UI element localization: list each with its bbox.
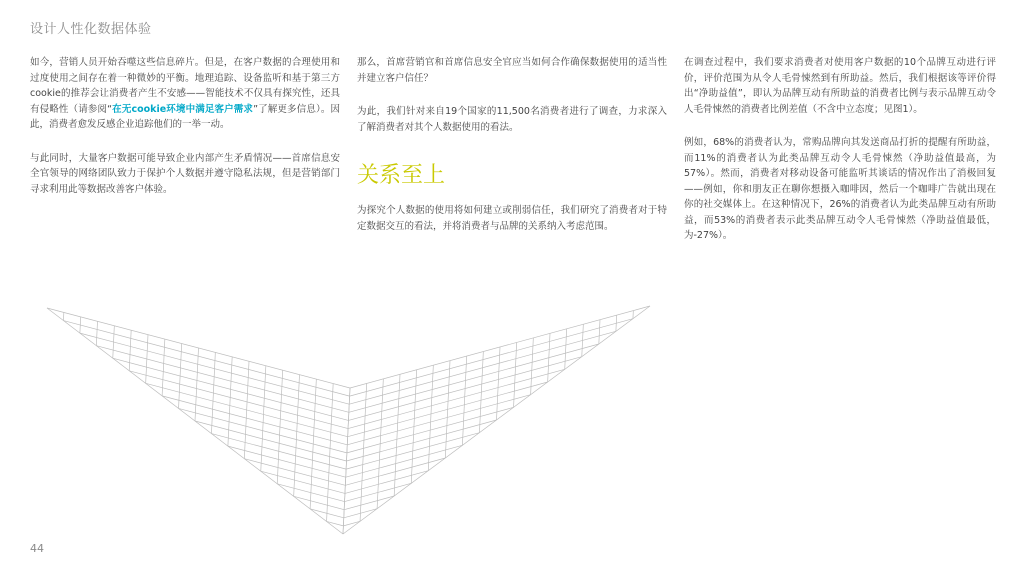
paragraph: 在调查过程中，我们要求消费者对使用客户数据的10个品牌互动进行评价，评价范围为从令人毛骨悚然到有所助益。然后，我们根据该等评价得出“净助益值”，即认为品牌互动有所助益的消费者比例与表示品牌互动令人毛骨悚然的消费者比例差值（不含中立态度；见图1）。	[684, 57, 996, 115]
grid-line	[394, 374, 400, 496]
grid-line	[146, 383, 348, 436]
text-column-3	[684, 55, 996, 244]
grid-line	[47, 308, 343, 534]
cookie-article-link[interactable]: 在无cookie环境中满足客户需求	[112, 103, 254, 115]
grid-line	[294, 375, 300, 497]
paragraph: 例如，68%的消费者认为，常购品牌向其发送商品打折的提醒有所助益，而11%的消费者认为此类品牌互动令人毛骨悚然（净助益值最高，为57%）。然而，消费者对移动设备可能监听其谈话的情况作出了消极回复——例如，你和朋友正在聊你想摄入咖啡因，然后一个咖啡广告就出现在你的社交媒体上。在这种情况下，26%的消费者认为此类品牌互动有所助益，而53%的消费者表示此类品牌互动令人毛骨悚然（净助益值最低，为-27%）。	[684, 137, 996, 241]
grid-line	[347, 395, 530, 445]
text-column-2	[357, 55, 667, 234]
text-column-1	[30, 55, 340, 197]
grid-line	[345, 458, 445, 485]
grid-line	[162, 339, 165, 396]
grid-line	[347, 420, 497, 461]
grid-line	[195, 348, 199, 421]
paragraph: 那么，首席营销官和首席信息安全官应当如何合作确保数据使用的适当性并建立客户信任？	[357, 57, 667, 84]
grid-line	[349, 331, 616, 404]
grid-line	[348, 382, 548, 437]
grid-line	[344, 496, 394, 510]
grid-line	[244, 459, 345, 486]
grid-line	[47, 308, 350, 388]
section-heading: 关系至上	[357, 163, 446, 188]
grid-line	[129, 330, 131, 371]
grid-line	[96, 346, 349, 413]
grid-line	[346, 433, 479, 469]
grid-line	[348, 369, 565, 428]
grid-line	[599, 320, 600, 344]
paragraph: 与此同时，大量客户数据可能导致企业内部产生矛盾情况——首席信息安全官领导的网络团队致力于保护个人数据并遵守隐私法规，但是营销部门寻求利用此等数据改善客户体验。	[30, 152, 340, 195]
grid-line	[179, 408, 347, 452]
page-number: 44	[30, 542, 44, 555]
grid-line	[195, 421, 347, 461]
grid-line	[428, 365, 433, 470]
paragraph: 为此，我们针对来自19个国家的11,500名消费者进行了调查，力求深入了解消费者对其个人数据使用的看法。	[357, 106, 667, 133]
grid-line	[343, 306, 650, 534]
grid-line	[228, 446, 346, 477]
grid-line	[565, 329, 567, 370]
grid-line	[294, 496, 344, 509]
grid-line	[350, 306, 650, 388]
grid-line	[348, 357, 581, 421]
grid-line	[63, 321, 349, 397]
grid-line	[96, 321, 97, 345]
grid-line	[228, 357, 232, 446]
grid-line	[162, 396, 347, 445]
grid-line	[350, 319, 633, 396]
grid-line	[497, 347, 501, 420]
grid-line	[462, 356, 466, 445]
grid-line	[327, 384, 334, 522]
grid-line	[261, 471, 345, 493]
page-header-title: 设计人性化数据体验	[30, 22, 152, 37]
paragraph-text: 如今，营销人员开始吞噬这些信息碎片。但是，在客户数据的合理使用和过度使用之间存在着一种微妙的平衡。地理追踪、设备监听和基于第三方cookie的推荐会让消费者产生不安感——智能技术不仅具有探究性，还具有侵略性（请参阅“	[30, 57, 340, 115]
paragraph	[30, 55, 340, 133]
grid-lines	[47, 306, 650, 534]
grid-line	[113, 358, 349, 420]
grid-line	[360, 383, 367, 521]
paragraph-text: ”了解更多信息）。因此，消费者愈发反感企业追踪他们的一举一动。	[30, 103, 341, 130]
perspective-grid-graphic	[40, 300, 660, 540]
paragraph: 为探究个人数据的使用将如何建立或削弱信任，我们研究了消费者对于特定数据交互的看法，并将消费者与品牌的关系纳入考虑范围。	[357, 205, 667, 232]
